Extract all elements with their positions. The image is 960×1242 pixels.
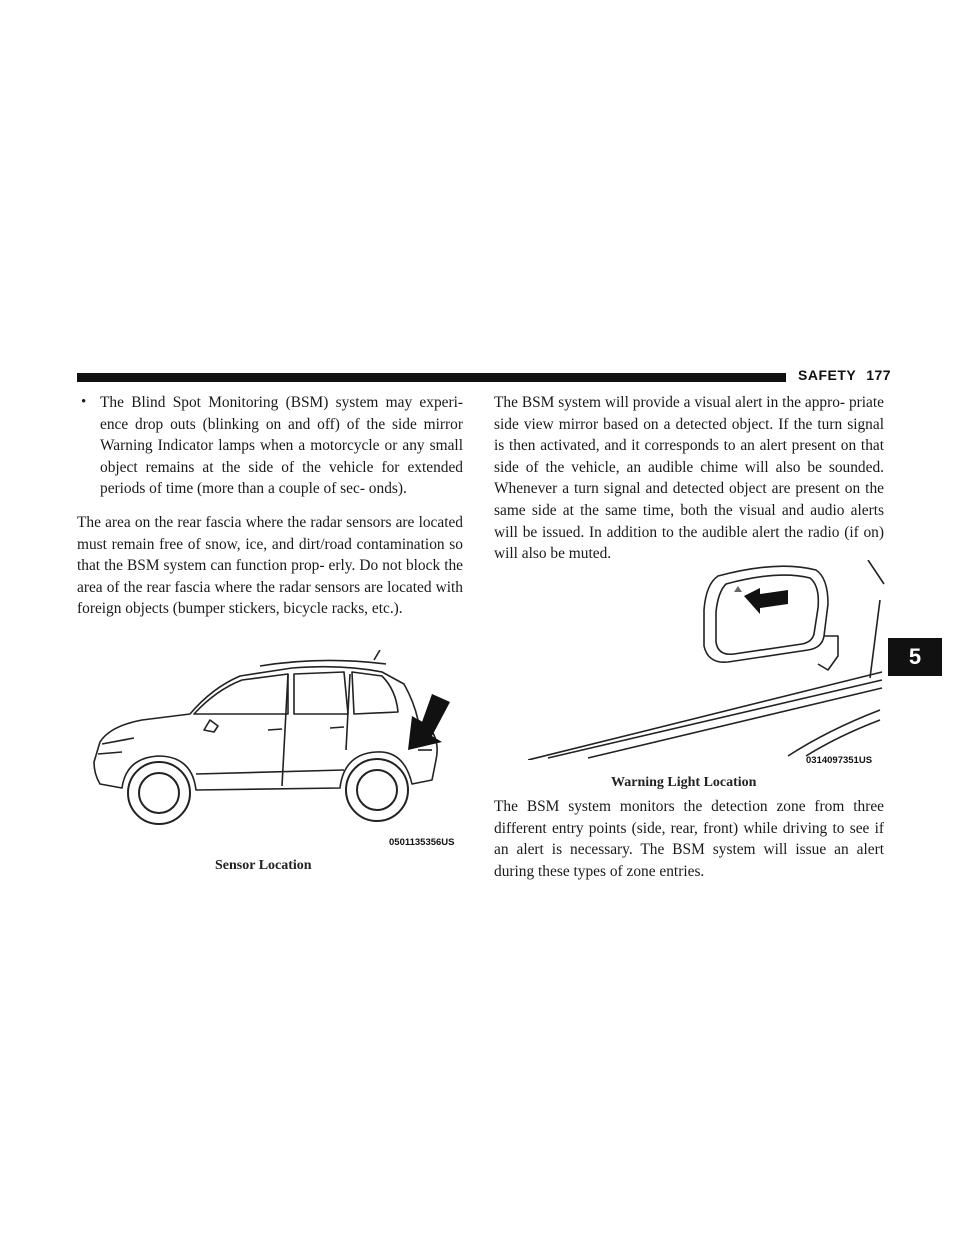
detection-zone-paragraph: The BSM system monitors the detection zone from three different entry points (side, rear, front) while driving to see if an alert is necessary. The BSM system will issue an alert during these types of zone entries. (494, 798, 884, 880)
warning-light-figure (528, 560, 888, 770)
header-rule (77, 373, 786, 382)
side-mirror-illustration (528, 560, 888, 760)
visual-alert-paragraph: The BSM system will provide a visual alert in the appro- priate side view mirror based on a detected object. If the turn signal is then activated, and it corresponds to an alert present on that side of the vehicle, an audible chime will also be sounded. Whenever a turn signal and detected object are present on the same side at the same time, both the visual and audio alerts will be issued. In addition to the audible alert the radio (if on) will also be muted. (494, 394, 884, 563)
warning-figure-code: 0314097351US (806, 755, 873, 766)
running-header (798, 367, 901, 383)
warning-figure-caption: Warning Light Location (611, 775, 757, 790)
sensor-figure-caption: Sensor Location (215, 858, 312, 873)
sensor-location-figure (82, 650, 467, 850)
left-column (77, 392, 463, 632)
chapter-tab: 5 (888, 638, 942, 676)
right-column (494, 392, 884, 577)
page-number: 177 (866, 367, 892, 383)
bullet-dot-icon: • (81, 394, 87, 410)
arrow-icon (744, 588, 788, 614)
right-column-lower (494, 796, 884, 894)
suv-illustration (82, 650, 467, 850)
bullet-text: The Blind Spot Monitoring (BSM) system may experi- ence drop outs (blinking on and off) of the side mirror Warning Indicator lamps when a motorcycle or any small object remains at the side of the vehicle for extended periods of time (more than a couple of sec- onds). (100, 394, 463, 498)
sensor-figure-code: 0501135356US (389, 837, 455, 848)
sensor-paragraph: The area on the rear fascia where the radar sensors are located must remain free of snow, ice, and dirt/road contamination so that the BSM system can function prop- erly. Do not block the area of the rear fascia where the radar sensors are located with foreign objects (bumper stickers, bicycle racks, etc.). (77, 513, 463, 618)
bullet-item (77, 392, 463, 500)
warning-triangle-icon (734, 586, 742, 592)
section-title: SAFETY (798, 367, 857, 383)
